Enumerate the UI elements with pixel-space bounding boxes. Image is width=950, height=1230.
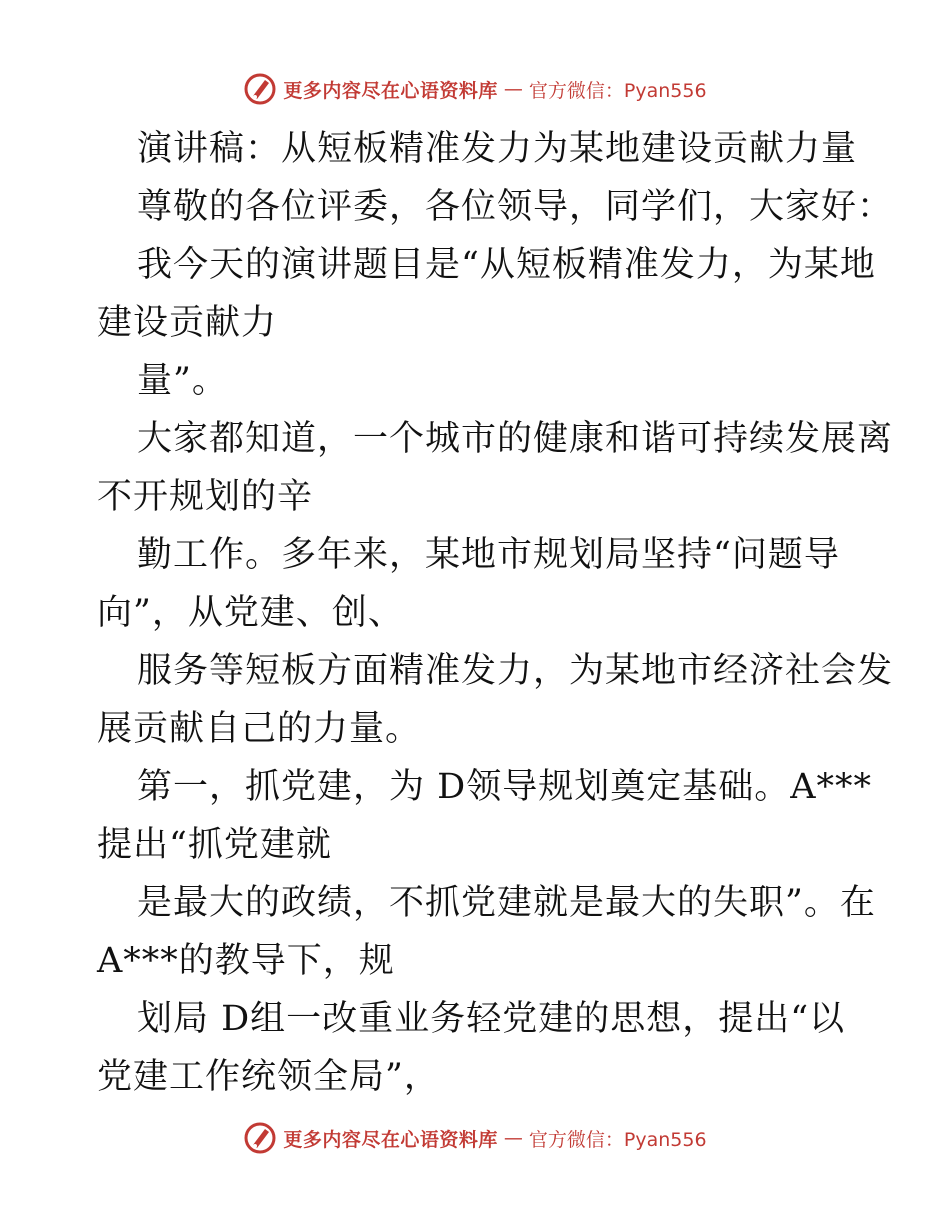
line-15: A***的教导下，规 xyxy=(97,941,395,981)
banner-dash: — xyxy=(503,1127,523,1149)
footer-banner xyxy=(0,1121,950,1155)
banner-wechat: 官方微信：Pyan556 xyxy=(528,1128,707,1151)
line-5: 量”。 xyxy=(137,361,228,401)
banner-text: 更多内容尽在心语资料库 xyxy=(283,1128,498,1151)
logo-icon xyxy=(243,1121,277,1155)
line-13: 提出“抓党建就 xyxy=(97,825,332,865)
line-8: 勤工作。多年来，某地市规划局坚持“问题导 xyxy=(137,535,840,575)
banner-text: 更多内容尽在心语资料库 xyxy=(283,79,498,102)
line-11: 展贡献自己的力量。 xyxy=(97,709,422,749)
line-9: 向”，从党建、创、 xyxy=(97,593,404,633)
header-banner xyxy=(0,72,950,106)
speech-body xyxy=(97,120,894,1106)
banner-wechat: 官方微信：Pyan556 xyxy=(528,79,707,102)
banner-dash: — xyxy=(503,78,523,100)
line-1: 演讲稿：从短板精准发力为某地建设贡献力量 xyxy=(137,129,858,169)
line-6: 大家都知道，一个城市的健康和谐可持续发展离 xyxy=(137,419,894,459)
line-14: 是最大的政绩，不抓党建就是最大的失职”。在 xyxy=(137,883,876,923)
line-10: 服务等短板方面精准发力，为某地市经济社会发 xyxy=(137,651,894,691)
logo-icon xyxy=(243,72,277,106)
line-16: 划局 D组一改重业务轻党建的思想，提出“以 xyxy=(137,999,846,1039)
line-12: 第一，抓党建，为 D领导规划奠定基础。A*** xyxy=(137,767,872,807)
line-7: 不开规划的辛 xyxy=(97,477,314,517)
line-2: 尊敬的各位评委，各位领导，同学们，大家好： xyxy=(137,187,894,227)
line-4: 建设贡献力 xyxy=(97,303,278,343)
line-17: 党建工作统领全局”， xyxy=(97,1057,440,1097)
line-3: 我今天的演讲题目是“从短板精准发力，为某地 xyxy=(137,245,876,285)
